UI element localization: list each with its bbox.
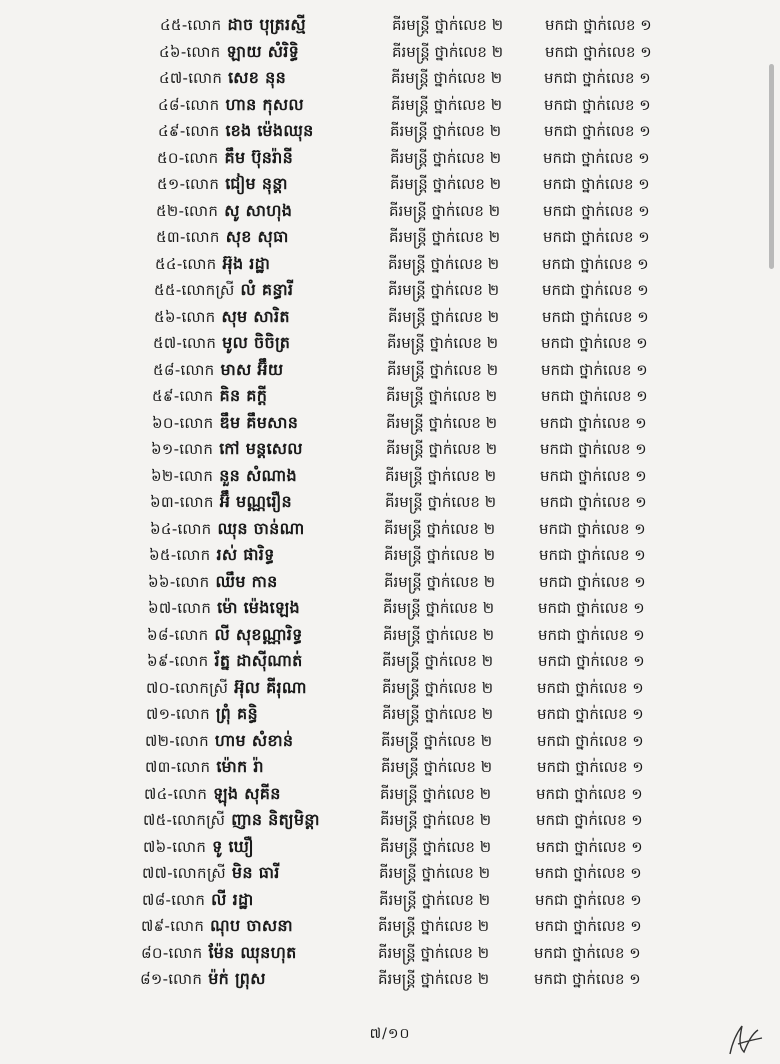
table-row <box>0 913 780 940</box>
entry-number-title: ៥៥-លោកស្រី <box>154 281 235 299</box>
entry-name: ម៉ោក រ៉ា <box>216 757 264 776</box>
entry-number-title: ៧៨-លោក <box>142 890 206 909</box>
entry-identity <box>146 675 307 702</box>
current-rank: គីរមន្ត្រី ថ្នាក់លេខ ២ <box>380 811 492 829</box>
new-rank: មកជា ថ្នាក់លេខ ១ <box>535 864 642 882</box>
current-rank: គីរមន្ត្រី ថ្នាក់លេខ ២ <box>381 758 493 776</box>
entry-name: ហាម សំខាន់ <box>214 730 294 750</box>
entry-name: គឹម ប៊ុនរ៉ានី <box>224 147 294 167</box>
new-rank: មកជា ថ្នាក់លេខ ១ <box>537 758 644 776</box>
new-rank: មកជា ថ្នាក់លេខ ១ <box>537 731 644 750</box>
entry-number-title: ៦៣-លោក <box>150 493 214 511</box>
entry-identity <box>153 330 290 357</box>
entry-identity <box>153 357 283 384</box>
current-rank: គីរមន្ត្រី ថ្នាក់លេខ ២ <box>379 864 491 882</box>
current-rank: គីរមន្ត្រី ថ្នាក់លេខ ២ <box>383 599 495 617</box>
new-rank: មកជា ថ្នាក់លេខ ១ <box>535 890 642 909</box>
entry-identity <box>158 118 314 145</box>
current-rank: គីរមន្ត្រី ថ្នាក់លេខ ២ <box>381 731 493 750</box>
new-rank: មកជា ថ្នាក់លេខ ១ <box>539 546 646 564</box>
entry-name: រស់ ផារិទ្ធ <box>216 545 275 564</box>
new-rank: មកជា ថ្នាក់លេខ ១ <box>536 837 643 856</box>
entry-name: ព្រុំ គន្ធិ <box>215 704 258 723</box>
vertical-scrollbar[interactable] <box>769 64 774 269</box>
entry-name: ជៀម នុន្តា <box>225 174 288 193</box>
entry-number-title: ៧៤-លោក <box>144 784 208 803</box>
entry-number-title: ៤៦-លោក <box>159 42 221 61</box>
entry-number-title: ៥២-លោក <box>156 201 219 220</box>
current-rank: គីរមន្ត្រី ថ្នាក់លេខ ២ <box>390 175 502 193</box>
entry-name: ម៉ោ ម៉េងឡេង <box>217 598 300 617</box>
entry-identity <box>151 463 297 490</box>
current-rank: គីរមន្ត្រី ថ្នាក់លេខ ២ <box>388 307 500 326</box>
entry-identity <box>145 754 264 781</box>
entry-identity <box>142 887 254 914</box>
entry-name: ឡុង សុគីន <box>213 783 281 803</box>
current-rank: គីរមន្ត្រី ថ្នាក់លេខ ២ <box>392 42 504 61</box>
current-rank: គីរមន្ត្រី ថ្នាក់លេខ ២ <box>386 440 498 458</box>
current-rank: គីរមន្ត្រី ថ្នាក់លេខ ២ <box>388 254 500 273</box>
page-number: ៧/១០ <box>369 1026 411 1042</box>
table-row <box>0 860 780 887</box>
entry-number-title: ៥០-លោក <box>157 148 219 167</box>
entry-identity <box>142 860 280 887</box>
current-rank: គីរមន្ត្រី ថ្នាក់លេខ ២ <box>387 360 499 379</box>
entry-number-title: ៨១-លោក <box>140 970 203 988</box>
new-rank: មកជា ថ្នាក់លេខ ១ <box>543 148 650 167</box>
entry-name: ឡាយ សំរិទ្ធិ <box>226 41 300 61</box>
entry-number-title: ៦២-លោក <box>151 466 214 485</box>
entry-name: អ៊ុង រដ្ឋា <box>222 253 271 273</box>
table-row <box>0 410 780 437</box>
current-rank: គីរមន្ត្រី ថ្នាក់លេខ ២ <box>392 16 504 34</box>
table-row <box>0 516 780 543</box>
entry-name: ឈឹម កាន <box>215 571 278 591</box>
entry-identity <box>154 277 293 304</box>
entry-name: មូល ចិចិត្រ <box>222 333 291 352</box>
entry-number-title: ៥៧-លោក <box>153 334 217 352</box>
entry-name: លំ គន្ធារី <box>240 280 294 299</box>
current-rank: គីរមន្ត្រី ថ្នាក់លេខ ២ <box>380 837 492 856</box>
table-row <box>0 145 780 172</box>
entry-identity <box>148 595 300 622</box>
entry-number-title: ៧៣-លោក <box>145 758 211 776</box>
current-rank: គីរមន្ត្រី ថ្នាក់លេខ ២ <box>387 334 499 352</box>
table-row <box>0 489 780 516</box>
new-rank: មកជា ថ្នាក់លេខ ១ <box>541 387 648 405</box>
entry-name: ឌឹម គឹមសាន <box>219 412 299 432</box>
entry-name: អ៊ុល គីរុណា <box>234 677 307 697</box>
new-rank: មកជា ថ្នាក់លេខ ១ <box>540 413 647 432</box>
entry-identity <box>158 92 304 119</box>
entry-identity <box>160 12 306 39</box>
current-rank: គីរមន្ត្រី ថ្នាក់លេខ ២ <box>384 572 496 591</box>
new-rank: មកជា ថ្នាក់លេខ ១ <box>535 917 642 935</box>
entry-identity <box>146 701 258 728</box>
table-row <box>0 807 780 834</box>
entry-number-title: ៨០-លោក <box>141 943 203 962</box>
entry-name: ហាន កុសល <box>225 94 304 114</box>
table-row <box>0 39 780 66</box>
entry-number-title: ៥៤-លោក <box>155 254 217 273</box>
table-row <box>0 330 780 357</box>
table-row <box>0 198 780 225</box>
new-rank: មកជា ថ្នាក់លេខ ១ <box>544 69 651 87</box>
entry-identity <box>151 436 303 463</box>
new-rank: មកជា ថ្នាក់លេខ ១ <box>544 122 651 140</box>
entry-name: ម៉ែន ឈុនហុត <box>208 942 297 962</box>
current-rank: គីរមន្ត្រី ថ្នាក់លេខ ២ <box>385 493 497 511</box>
entry-number-title: ៥៨-លោក <box>153 360 215 379</box>
new-rank: មកជា ថ្នាក់លេខ ១ <box>542 254 649 273</box>
entry-identity <box>147 648 303 675</box>
table-row <box>0 12 780 39</box>
new-rank: មកជា ថ្នាក់លេខ ១ <box>544 95 651 114</box>
new-rank: មកជា ថ្នាក់លេខ ១ <box>541 360 648 379</box>
entry-number-title: ៥៦-លោក <box>154 307 216 326</box>
entry-number-title: ៥១-លោក <box>157 175 220 193</box>
entry-name: ណុប ចាសនា <box>210 916 293 935</box>
new-rank: មកជា ថ្នាក់លេខ ១ <box>539 519 646 538</box>
entry-number-title: ៦៦-លោក <box>148 572 210 591</box>
entry-name: សូ សាហុង <box>224 200 293 220</box>
table-row <box>0 940 780 967</box>
current-rank: គីរមន្ត្រី ថ្នាក់លេខ ២ <box>380 784 492 803</box>
entry-name: កៅ មន្តសេល <box>219 439 303 458</box>
current-rank: គីរមន្ត្រី ថ្នាក់លេខ ២ <box>388 281 500 299</box>
entry-identity <box>156 224 289 251</box>
current-rank: គីរមន្ត្រី ថ្នាក់លេខ ២ <box>378 943 490 962</box>
entry-name: អ៊ឹ មណ្ណរឿន <box>219 492 292 511</box>
new-rank: មកជា ថ្នាក់លេខ ១ <box>539 572 646 591</box>
entry-identity <box>159 39 299 66</box>
entry-number-title: ៧៧-លោកស្រី <box>142 864 226 882</box>
entry-name: ទូ ឃឿ <box>212 836 254 856</box>
new-rank: មកជា ថ្នាក់លេខ ១ <box>540 466 647 485</box>
entry-number-title: ៤៩-លោក <box>158 122 220 140</box>
table-row <box>0 675 780 702</box>
entry-number-title: ៦៥-លោក <box>149 546 211 564</box>
entry-identity <box>141 940 297 967</box>
entry-identity <box>150 489 292 516</box>
table-row <box>0 728 780 755</box>
table-row <box>0 648 780 675</box>
signature-mark <box>722 1020 766 1060</box>
current-rank: គីរមន្ត្រី ថ្នាក់លេខ ២ <box>389 228 501 246</box>
current-rank: គីរមន្ត្រី ថ្នាក់លេខ ២ <box>378 917 490 935</box>
entry-number-title: ៦១-លោក <box>151 440 214 458</box>
new-rank: មកជា ថ្នាក់លេខ ១ <box>545 16 652 34</box>
current-rank: គីរមន្ត្រី ថ្នាក់លេខ ២ <box>378 970 490 988</box>
entry-name: គិន គក្តី <box>219 386 268 405</box>
entry-name: ដាច បុត្ររស្មី <box>227 15 306 34</box>
current-rank: គីរមន្ត្រី ថ្នាក់លេខ ២ <box>390 122 502 140</box>
table-row <box>0 118 780 145</box>
entry-number-title: ៧៥-លោកស្រី <box>143 811 226 829</box>
entry-identity <box>144 781 281 808</box>
table-row <box>0 595 780 622</box>
entry-number-title: ៦៩-លោក <box>147 652 209 670</box>
table-row <box>0 224 780 251</box>
entry-number-title: ៥៣-លោក <box>156 228 220 246</box>
entry-identity <box>157 145 293 172</box>
table-row <box>0 357 780 384</box>
current-rank: គីរមន្ត្រី ថ្នាក់លេខ ២ <box>384 546 496 564</box>
entry-number-title: ៧១-លោក <box>146 705 210 723</box>
entry-number-title: ៤៨-លោក <box>158 95 220 114</box>
current-rank: គីរមន្ត្រី ថ្នាក់លេខ ២ <box>386 413 498 432</box>
entry-name: ម៉ក់ ព្រុស <box>208 969 266 988</box>
table-row <box>0 92 780 119</box>
table-row <box>0 701 780 728</box>
current-rank: គីរមន្ត្រី ថ្នាក់លេខ ២ <box>384 519 496 538</box>
table-row <box>0 65 780 92</box>
table-row <box>0 834 780 861</box>
table-row <box>0 251 780 278</box>
entry-number-title: ៧៦-លោក <box>143 837 207 856</box>
table-row <box>0 436 780 463</box>
current-rank: គីរមន្ត្រី ថ្នាក់លេខ ២ <box>391 69 503 87</box>
new-rank: មកជា ថ្នាក់លេខ ១ <box>542 281 649 299</box>
current-rank: គីរមន្ត្រី ថ្នាក់លេខ ២ <box>389 201 501 220</box>
current-rank: គីរមន្ត្រី ថ្នាក់លេខ ២ <box>390 148 502 167</box>
entry-identity <box>145 728 293 755</box>
table-row <box>0 622 780 649</box>
new-rank: មកជា ថ្នាក់លេខ ១ <box>536 784 643 803</box>
new-rank: មកជា ថ្នាក់លេខ ១ <box>542 307 649 326</box>
current-rank: គីរមន្ត្រី ថ្នាក់លេខ ២ <box>382 705 494 723</box>
entry-identity <box>152 410 298 437</box>
entry-name: សុម សារិត <box>221 306 290 326</box>
entry-name: ឈុន ចាន់ណា <box>217 518 305 538</box>
entry-identity <box>149 542 275 569</box>
entry-name: ខេង ម៉េងឈុន <box>225 121 314 140</box>
new-rank: មកជា ថ្នាក់លេខ ១ <box>543 228 650 246</box>
entry-name: លី រដ្ឋា <box>211 889 254 909</box>
new-rank: មកជា ថ្នាក់លេខ ១ <box>545 42 652 61</box>
new-rank: មកជា ថ្នាក់លេខ ១ <box>540 440 647 458</box>
new-rank: មកជា ថ្នាក់លេខ ១ <box>538 625 645 644</box>
entry-number-title: ៦៧-លោក <box>148 599 212 617</box>
current-rank: គីរមន្ត្រី ថ្នាក់លេខ ២ <box>379 890 491 909</box>
entry-number-title: ៦០-លោក <box>152 413 214 432</box>
entry-name: មាស អ៊ឹយ <box>220 359 284 379</box>
entry-identity <box>159 65 286 92</box>
current-rank: គីរមន្ត្រី ថ្នាក់លេខ ២ <box>386 387 498 405</box>
entry-name: លី សុខណ្ណារិទ្ធ <box>214 624 303 644</box>
current-rank: គីរមន្ត្រី ថ្នាក់លេខ ២ <box>391 95 503 114</box>
entry-name: មិន ធារី <box>231 863 280 882</box>
entry-number-title: ៦៨-លោក <box>147 625 209 644</box>
current-rank: គីរមន្ត្រី ថ្នាក់លេខ ២ <box>385 466 497 485</box>
entry-identity <box>150 516 305 543</box>
entry-number-title: ៦៤-លោក <box>150 519 212 538</box>
entry-number-title: ៥៩-លោក <box>152 387 214 405</box>
new-rank: មកជា ថ្នាក់លេខ ១ <box>536 811 643 829</box>
entry-name: ញាន និត្យមិន្តា <box>231 810 320 829</box>
personnel-list <box>0 12 780 993</box>
entry-name: សុខ សុធា <box>225 227 289 246</box>
table-row <box>0 542 780 569</box>
entry-number-title: ៤៥-លោក <box>160 16 222 34</box>
entry-number-title: ៧២-លោក <box>145 731 209 750</box>
entry-number-title: ៧៩-លោក <box>141 917 205 935</box>
entry-identity <box>143 807 320 834</box>
table-row <box>0 171 780 198</box>
table-row <box>0 304 780 331</box>
new-rank: មកជា ថ្នាក់លេខ ១ <box>534 970 641 988</box>
table-row <box>0 463 780 490</box>
new-rank: មកជា ថ្នាក់លេខ ១ <box>537 705 644 723</box>
new-rank: មកជា ថ្នាក់លេខ ១ <box>534 943 641 962</box>
current-rank: គីរមន្ត្រី ថ្នាក់លេខ ២ <box>383 625 495 644</box>
entry-name: សេខ នុន <box>228 68 287 87</box>
table-row <box>0 966 780 993</box>
new-rank: មកជា ថ្នាក់លេខ ១ <box>543 175 650 193</box>
entry-identity <box>154 304 290 331</box>
entry-identity <box>155 251 270 278</box>
new-rank: មកជា ថ្នាក់លេខ ១ <box>538 652 645 670</box>
current-rank: គីរមន្ត្រី ថ្នាក់លេខ ២ <box>382 652 494 670</box>
new-rank: មកជា ថ្នាក់លេខ ១ <box>543 201 650 220</box>
table-row <box>0 277 780 304</box>
table-row <box>0 569 780 596</box>
new-rank: មកជា ថ្នាក់លេខ ១ <box>540 493 647 511</box>
entry-identity <box>148 569 278 596</box>
entry-number-title: ៧០-លោកស្រី <box>146 678 229 697</box>
entry-identity <box>140 966 266 993</box>
entry-identity <box>157 171 288 198</box>
table-row <box>0 383 780 410</box>
table-row <box>0 754 780 781</box>
new-rank: មកជា ថ្នាក់លេខ ១ <box>541 334 648 352</box>
entry-name: រ័ត្ន ដាស៊ីណាត់ <box>214 651 303 670</box>
table-row <box>0 887 780 914</box>
new-rank: មកជា ថ្នាក់លេខ ១ <box>537 678 644 697</box>
entry-identity <box>156 198 292 225</box>
table-row <box>0 781 780 808</box>
new-rank: មកជា ថ្នាក់លេខ ១ <box>538 599 645 617</box>
current-rank: គីរមន្ត្រី ថ្នាក់លេខ ២ <box>382 678 494 697</box>
entry-number-title: ៤៧-លោក <box>159 69 223 87</box>
entry-identity <box>152 383 267 410</box>
entry-name: នួន សំណាង <box>219 465 297 485</box>
entry-identity <box>141 913 293 940</box>
entry-identity <box>143 834 254 861</box>
entry-identity <box>147 622 303 649</box>
